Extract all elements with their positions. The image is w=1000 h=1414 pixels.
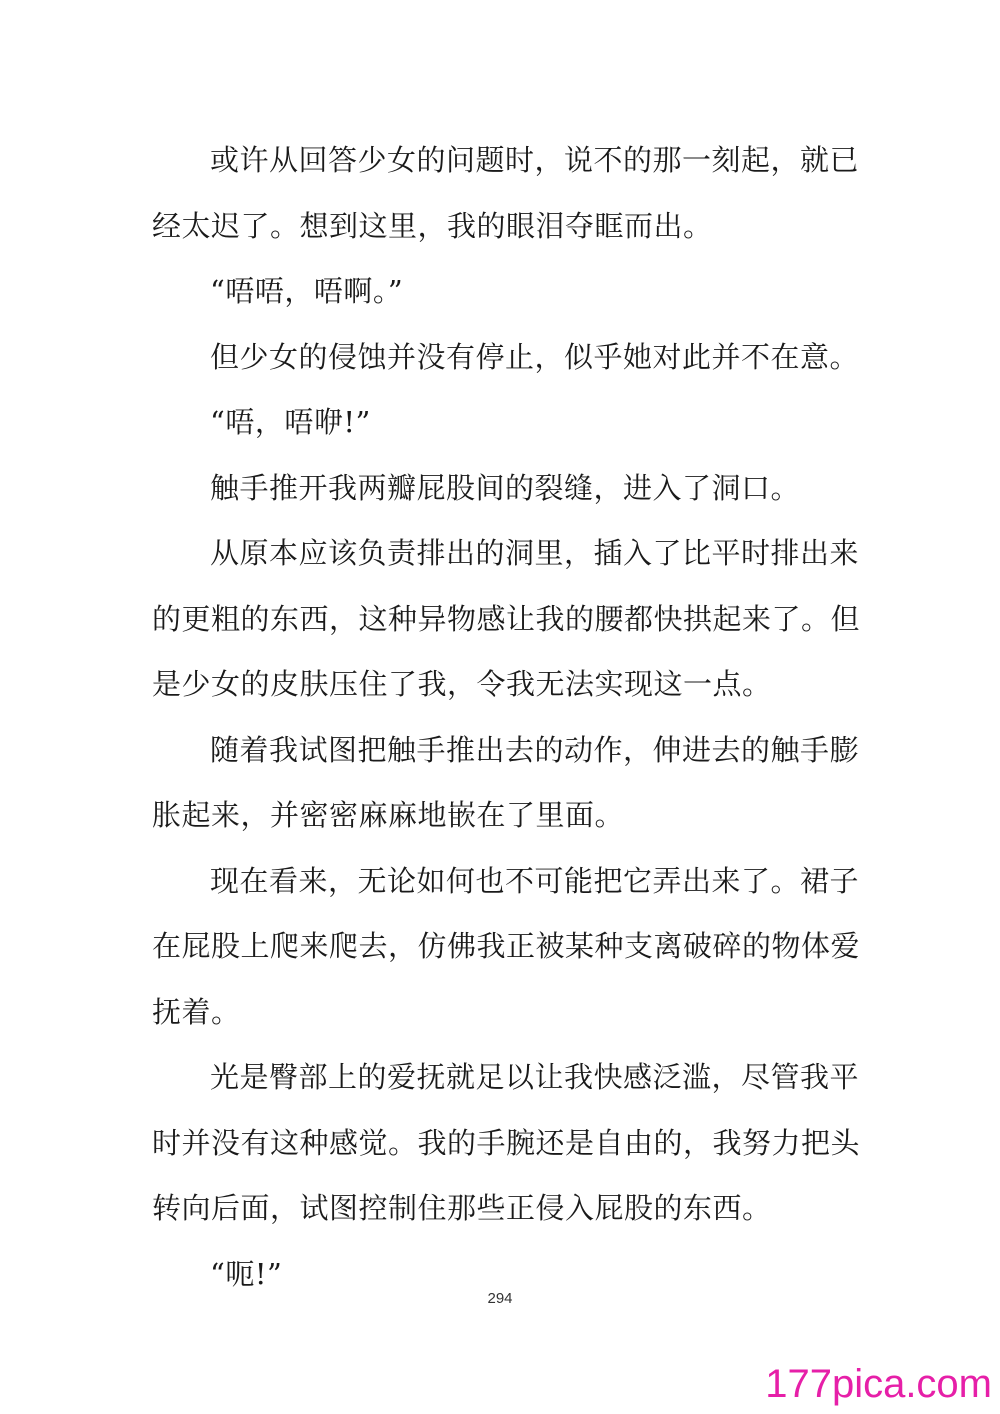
- paragraph-8: 现在看来，无论如何也不可能把它弄出来了。裙子在屁股上爬来爬去，仿佛我正被某种支离破碎的物体爱抚着。: [152, 863, 861, 1029]
- paragraph-6: 从原本应该负责排出的洞里，插入了比平时排出来的更粗的东西，这种异物感让我的腰都快拱起来了。但是少女的皮肤压住了我，令我无法实现这一点。: [152, 536, 861, 701]
- paragraph-2: “唔唔，唔啊。”: [210, 274, 404, 308]
- paragraph-5: 触手推开我两瓣屁股间的裂缝，进入了洞口。: [210, 470, 801, 505]
- paragraph-7: 随着我试图把触手推出去的动作，伸进去的触手膨胀起来，并密密麻麻地嵌在了里面。: [152, 732, 860, 832]
- body-text: [152, 128, 872, 1307]
- paragraph-1: 或许从回答少女的问题时，说不的那一刻起，就已经太迟了。想到这里，我的眼泪夺眶而出。: [152, 143, 860, 243]
- paragraph-4: “唔，唔咿!”: [210, 405, 371, 439]
- paragraph-9: 光是臀部上的爱抚就足以让我快感泛滥，尽管我平时并没有这种感觉。我的手腕还是自由的，我努力把头转向后面，试图控制住那些正侵入屁股的东西。: [152, 1060, 861, 1225]
- paragraph-3: 但少女的侵蚀并没有停止，似乎她对此并不在意。: [210, 339, 860, 374]
- page-number: 294: [487, 1290, 513, 1307]
- site-watermark: 177pica.com: [765, 1362, 992, 1406]
- paragraph-10: “呃!”: [210, 1256, 283, 1291]
